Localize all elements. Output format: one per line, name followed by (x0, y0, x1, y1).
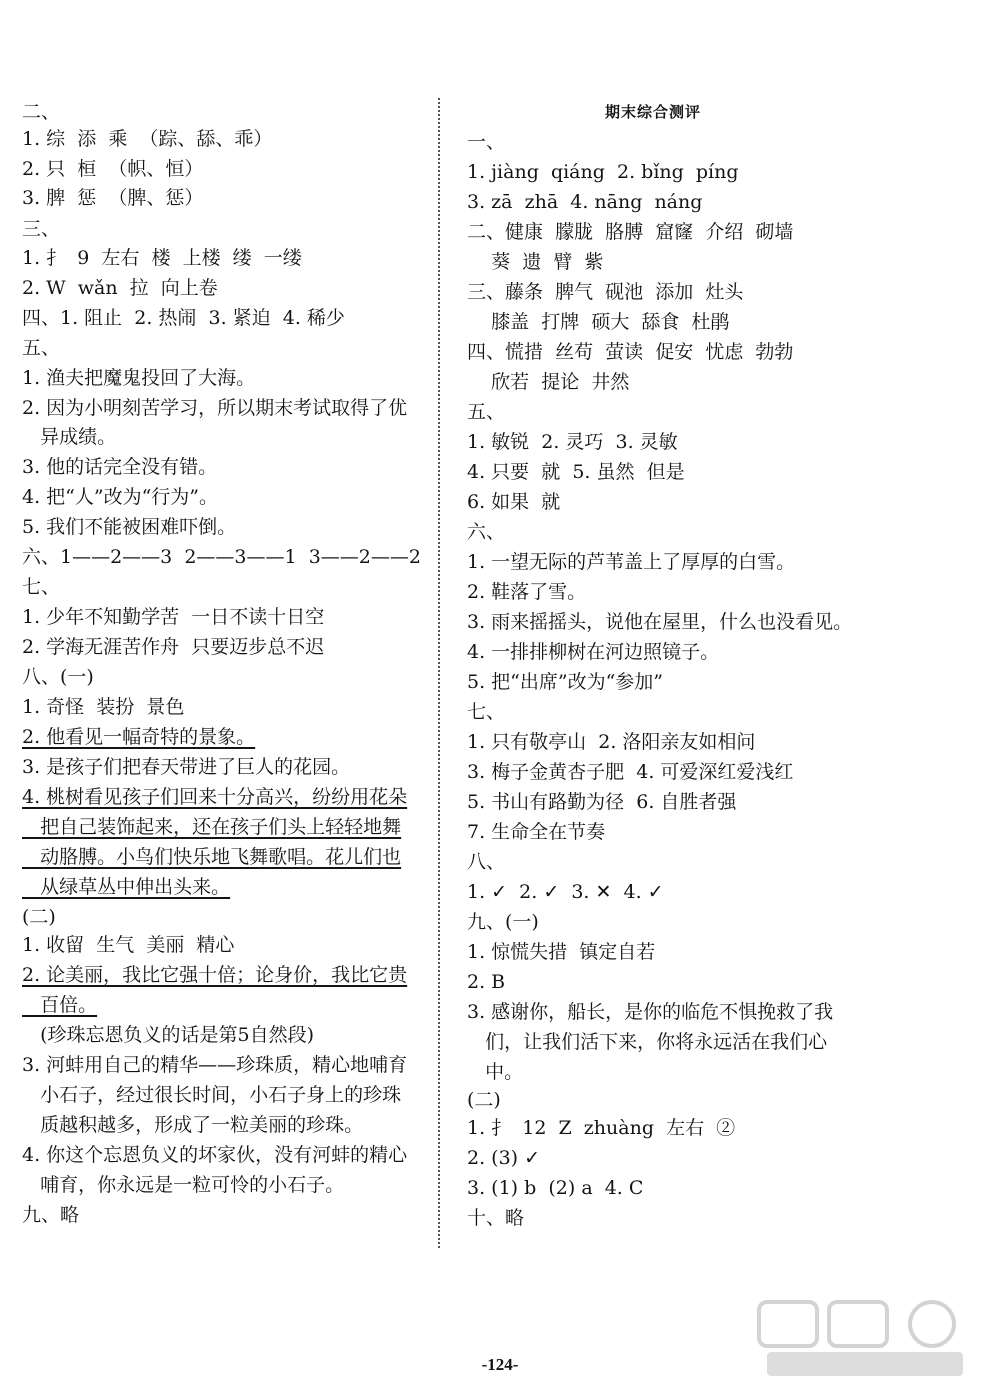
left-line: 1. 奇怪 装扮 景色 (22, 696, 185, 718)
watermark-logo (757, 1300, 972, 1380)
left-line: 七、 (22, 576, 61, 598)
right-line: 6. 如果 就 (467, 491, 561, 513)
right-line: (二) (467, 1089, 501, 1111)
section-title: 期末综合测评 (605, 103, 702, 121)
left-line: 百倍。 (22, 994, 98, 1016)
left-line: 八、(一) (22, 666, 94, 688)
right-line: 一、 (467, 131, 506, 153)
left-line: 异成绩。 (22, 426, 117, 448)
left-line: 从绿草丛中伸出头来。 (22, 876, 231, 898)
left-line: 4. 桃树看见孩子们回来十分高兴，纷纷用花朵 (22, 786, 408, 808)
right-line: 五、 (467, 401, 506, 423)
right-line: 5. 书山有路勤为径 6. 自胜者强 (467, 791, 737, 813)
right-line: 十、略 (467, 1207, 525, 1229)
left-line: 九、略 (22, 1204, 80, 1226)
right-line: 中。 (467, 1061, 524, 1083)
right-line: 2. B (467, 971, 506, 993)
right-line: 3. 雨来摇摇头，说他在屋里，什么也没看见。 (467, 611, 853, 633)
left-line: 动胳膊。小鸟们快乐地飞舞歌唱。花儿们也 (22, 846, 402, 868)
right-line: 们，让我们活下来，你将永远活在我们心 (467, 1031, 828, 1053)
left-line: 2. W wǎn 拉 向上卷 (22, 277, 218, 299)
right-line: 5. 把“出席”改为“参加” (467, 671, 664, 693)
left-line: 5. 我们不能被困难吓倒。 (22, 516, 237, 538)
right-line: 2. (3) ✓ (467, 1147, 541, 1169)
left-line: 五、 (22, 337, 61, 359)
left-line: (珍珠忘恩负义的话是第5自然段) (22, 1024, 315, 1046)
left-line: 1. 综 添 乘 （踪、舔、乖） (22, 128, 273, 150)
left-line: 2. 只 桓 （帜、恒） (22, 158, 204, 180)
column-divider (438, 98, 440, 1248)
left-line: 4. 你这个忘恩负义的坏家伙，没有河蚌的精心 (22, 1144, 408, 1166)
right-line: 1. 惊慌失措 镇定自若 (467, 941, 656, 963)
left-line: 四、1. 阻止 2. 热闹 3. 紧迫 4. 稀少 (22, 307, 345, 329)
left-line: 1. 渔夫把魔鬼投回了大海。 (22, 367, 256, 389)
right-line: 1. ✓ 2. ✓ 3. ✕ 4. ✓ (467, 881, 664, 903)
left-line: 2. 学海无涯苦作舟 只要迈步总不迟 (22, 636, 325, 658)
right-line: 1. jiàng qiáng 2. bǐng píng (467, 161, 739, 183)
right-line: 4. 一排排柳树在河边照镜子。 (467, 641, 720, 663)
left-line: 六、1——2——3 2——3——1 3——2——2 (22, 546, 421, 568)
right-line: 七、 (467, 701, 506, 723)
right-line: 7. 生命全在节奏 (467, 821, 606, 843)
right-line: 欣若 提论 井然 (467, 371, 630, 393)
left-line: 把自己装饰起来，还在孩子们头上轻轻地舞 (22, 816, 402, 838)
right-line: 九、(一) (467, 911, 539, 933)
left-line: 小石子，经过很长时间，小石子身上的珍珠 (22, 1084, 402, 1106)
right-line: 4. 只要 就 5. 虽然 但是 (467, 461, 685, 483)
left-line: 二、 (22, 101, 61, 123)
right-line: 六、 (467, 521, 506, 543)
right-line: 3. 感谢你，船长，是你的临危不惧挽救了我 (467, 1001, 834, 1023)
left-line: 1. 扌 9 左右 楼 上楼 缕 一缕 (22, 247, 302, 269)
left-line: 1. 收留 生气 美丽 精心 (22, 934, 235, 956)
left-line: 1. 少年不知勤学苦 一日不读十日空 (22, 606, 325, 628)
right-line: 1. 敏锐 2. 灵巧 3. 灵敏 (467, 431, 678, 453)
right-line: 二、健康 朦胧 胳膊 窟窿 介绍 砌墙 (467, 221, 794, 243)
page-number: -124- (481, 1355, 519, 1374)
right-line: 三、藤条 脾气 砚池 添加 灶头 (467, 281, 744, 303)
left-line: 质越积越多，形成了一粒美丽的珍珠。 (22, 1114, 364, 1136)
right-line: 3. 梅子金黄杏子肥 4. 可爱深红爱浅红 (467, 761, 794, 783)
right-line: 3. (1) b (2) a 4. C (467, 1177, 644, 1199)
right-line: 四、慌措 丝苟 萤读 促安 忧虑 勃勃 (467, 341, 794, 363)
right-line: 膝盖 打牌 硕大 舔食 杜鹃 (467, 311, 730, 333)
left-line: 哺育，你永远是一粒可怜的小石子。 (22, 1174, 345, 1196)
left-line: 2. 论美丽，我比它强十倍；论身价，我比它贵 (22, 964, 408, 986)
left-line: 3. 脾 惩 （脾、惩） (22, 187, 204, 209)
right-line: 1. 一望无际的芦苇盖上了厚厚的白雪。 (467, 551, 796, 573)
left-line: 3. 他的话完全没有错。 (22, 456, 218, 478)
left-line: 三、 (22, 218, 61, 240)
right-line: 3. zā zhā 4. nāng náng (467, 191, 703, 213)
right-line: 1. 扌 12 Z zhuàng 左右 ② (467, 1117, 736, 1139)
right-line: 2. 鞋落了雪。 (467, 581, 587, 603)
left-line: 2. 因为小明刻苦学习，所以期末考试取得了优 (22, 397, 408, 419)
left-line: (二) (22, 906, 56, 928)
left-line: 3. 河蚌用自己的精华——珍珠质，精心地哺育 (22, 1054, 408, 1076)
right-line: 葵 遗 臂 紫 (467, 251, 604, 273)
left-line: 3. 是孩子们把春天带进了巨人的花园。 (22, 756, 351, 778)
right-line: 1. 只有敬亭山 2. 洛阳亲友如相问 (467, 731, 756, 753)
left-line: 2. 他看见一幅奇特的景象。 (22, 726, 256, 748)
right-line: 八、 (467, 851, 506, 873)
left-line: 4. 把“人”改为“行为”。 (22, 486, 219, 508)
